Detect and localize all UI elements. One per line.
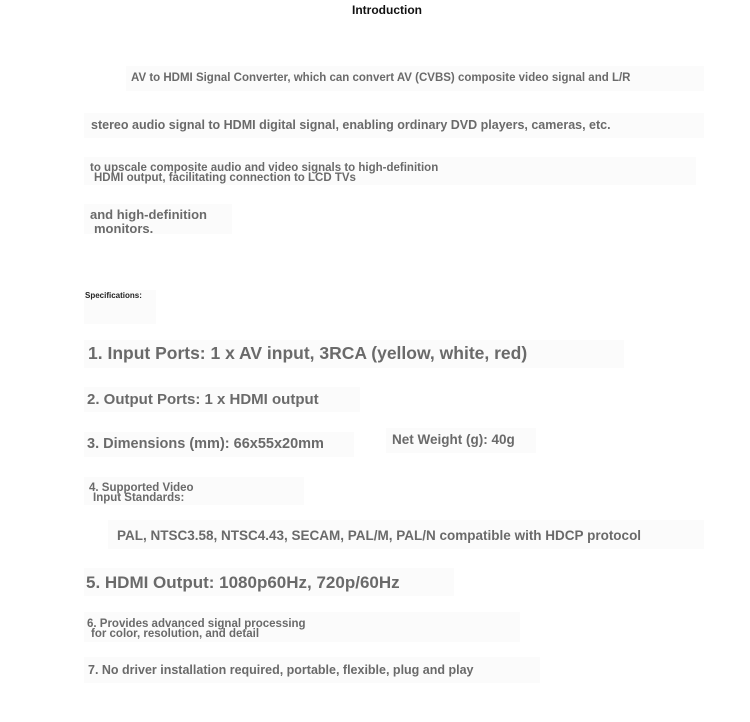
spec-video-standards-line-2: Input Standards: — [93, 492, 185, 504]
spec-output-ports-text: 2. Output Ports: 1 x HDMI output — [87, 391, 319, 408]
intro-paragraph-line-2 — [84, 113, 704, 138]
intro-line-1-text: AV to HDMI Signal Converter, which can convert AV (CVBS) composite video signal and L/R — [131, 72, 631, 84]
spec-video-standards-values-text: PAL, NTSC3.58, NTSC4.43, SECAM, PAL/M, PAL/N compatible with HDCP protocol — [117, 528, 642, 543]
intro-paragraph-line-1 — [126, 66, 704, 91]
spec-video-standards-label — [84, 477, 304, 505]
intro-paragraph-line-3 — [84, 157, 696, 185]
spec-net-weight — [386, 428, 536, 453]
spec-dimensions — [84, 432, 354, 457]
spec-output-ports — [84, 387, 360, 412]
intro-paragraph-line-4 — [84, 204, 232, 234]
spec-plug-and-play-text: 7. No driver installation required, portable, flexible, plug and play — [88, 663, 474, 677]
specifications-heading-text: Specifications: — [85, 291, 142, 300]
specifications-heading — [84, 290, 156, 324]
spec-net-weight-text: Net Weight (g): 40g — [392, 432, 515, 447]
intro-heading — [352, 4, 430, 50]
spec-input-ports-text: 1. Input Ports: 1 x AV input, 3RCA (yellow, white, red) — [88, 343, 528, 363]
spec-video-standards-line-1: 4. Supported Video — [89, 482, 194, 494]
spec-signal-processing — [84, 612, 520, 642]
spec-dimensions-text: 3. Dimensions (mm): 66x55x20mm — [87, 436, 324, 452]
spec-signal-processing-line-2: for color, resolution, and detail — [91, 628, 260, 640]
spec-hdmi-output-text: 5. HDMI Output: 1080p60Hz, 720p/60Hz — [86, 573, 400, 592]
intro-line-4-text: HDMI output, facilitating connection to LCD TVs — [94, 172, 356, 184]
spec-video-standards-values — [108, 520, 704, 549]
spec-signal-processing-line-1: 6. Provides advanced signal processing — [87, 618, 306, 630]
spec-input-ports — [84, 340, 624, 368]
spec-plug-and-play — [84, 657, 540, 683]
intro-line-2-text: stereo audio signal to HDMI digital signal, enabling ordinary DVD players, cameras, etc. — [91, 118, 611, 132]
intro-heading-text: Introduction — [352, 3, 422, 17]
intro-line-5-text: and high-definition — [90, 207, 207, 222]
intro-line-3-text: to upscale composite audio and video signals to high-definition — [90, 162, 439, 174]
spec-hdmi-output — [84, 568, 454, 596]
intro-line-6-text: monitors. — [94, 221, 154, 236]
